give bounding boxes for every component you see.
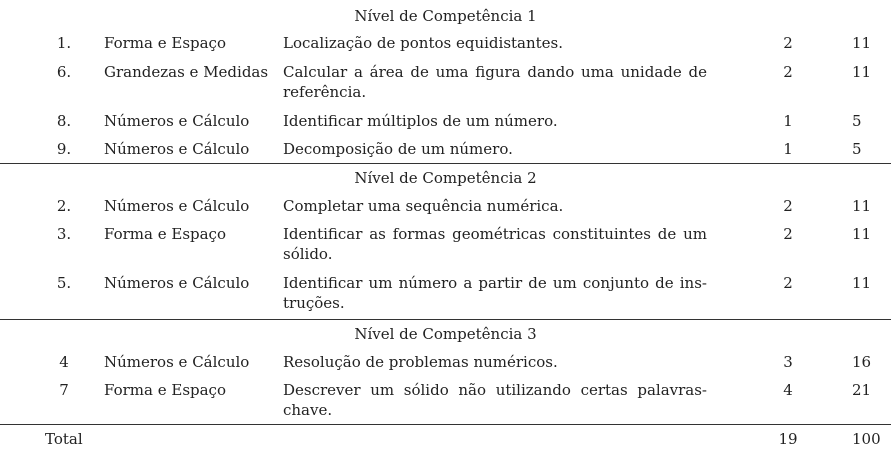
item-number: 3.: [56, 225, 72, 243]
description-line: Identificar as formas geométricas constituintes de um: [283, 225, 707, 243]
description-line: Completar uma sequência numérica.: [283, 197, 564, 215]
item-area: Números e Cálculo: [104, 112, 250, 130]
item-count: 2: [783, 197, 793, 215]
item-area: Forma e Espaço: [104, 381, 226, 399]
item-area: Números e Cálculo: [104, 197, 250, 215]
item-count: 1: [783, 112, 793, 130]
item-count: 3: [783, 353, 793, 371]
item-number: 8.: [56, 112, 72, 130]
item-percent: 11: [852, 63, 872, 81]
description-line: Localização de pontos equidistantes.: [283, 34, 564, 52]
item-number: 9.: [56, 140, 72, 158]
item-description: [283, 111, 707, 131]
description-line: Resolução de problemas numéricos.: [283, 353, 558, 371]
section-title-competency-3: Nível de Competência 3: [354, 325, 537, 343]
item-percent: 16: [852, 353, 872, 371]
item-area: Números e Cálculo: [104, 140, 250, 158]
item-count: 2: [783, 34, 793, 52]
item-percent: 5: [852, 140, 862, 158]
section-divider: [0, 319, 891, 320]
description-line: Identificar múltiplos de um número.: [283, 112, 558, 130]
item-area: Forma e Espaço: [104, 34, 226, 52]
description-line: Descrever um sólido não utilizando certas palavras-: [283, 381, 707, 399]
item-percent: 11: [852, 34, 872, 52]
item-description: [283, 33, 707, 53]
item-description: [283, 196, 707, 216]
item-count: 2: [783, 225, 793, 243]
item-percent: 11: [852, 225, 872, 243]
item-area: Números e Cálculo: [104, 353, 250, 371]
section-title-competency-2: Nível de Competência 2: [354, 169, 537, 187]
item-description: [283, 139, 707, 159]
description-line: Decomposição de um número.: [283, 140, 513, 158]
item-count: 4: [783, 381, 793, 399]
description-line: sólido.: [283, 245, 333, 263]
item-count: 2: [783, 274, 793, 292]
item-number: 1.: [56, 34, 72, 52]
item-description: [283, 62, 707, 102]
item-percent: 11: [852, 197, 872, 215]
item-count: 1: [783, 140, 793, 158]
item-number: 7: [59, 381, 69, 399]
item-area: Números e Cálculo: [104, 274, 250, 292]
item-number: 5.: [56, 274, 72, 292]
description-line: Identificar um número a partir de um conjunto de ins-: [283, 274, 707, 292]
section-divider: [0, 163, 891, 164]
section-title-competency-1: Nível de Competência 1: [354, 7, 537, 25]
item-count: 2: [783, 63, 793, 81]
total-items: 19: [778, 430, 798, 448]
item-description: [283, 380, 707, 420]
description-line: referência.: [283, 83, 367, 101]
description-line: chave.: [283, 401, 333, 419]
item-percent: 21: [852, 381, 872, 399]
description-line: Calcular a área de uma figura dando uma unidade de: [283, 63, 707, 81]
total-divider: [0, 424, 891, 425]
item-number: 6.: [56, 63, 72, 81]
item-description: [283, 352, 707, 372]
item-percent: 11: [852, 274, 872, 292]
item-area: Forma e Espaço: [104, 225, 226, 243]
total-percent: 100: [852, 430, 881, 448]
description-line: truções.: [283, 294, 345, 312]
item-description: [283, 224, 707, 264]
item-area: Grandezas e Medidas: [104, 63, 269, 81]
item-percent: 5: [852, 112, 862, 130]
item-number: 2.: [56, 197, 72, 215]
item-number: 4: [59, 353, 69, 371]
item-description: [283, 273, 707, 313]
total-label: Total: [45, 430, 83, 448]
